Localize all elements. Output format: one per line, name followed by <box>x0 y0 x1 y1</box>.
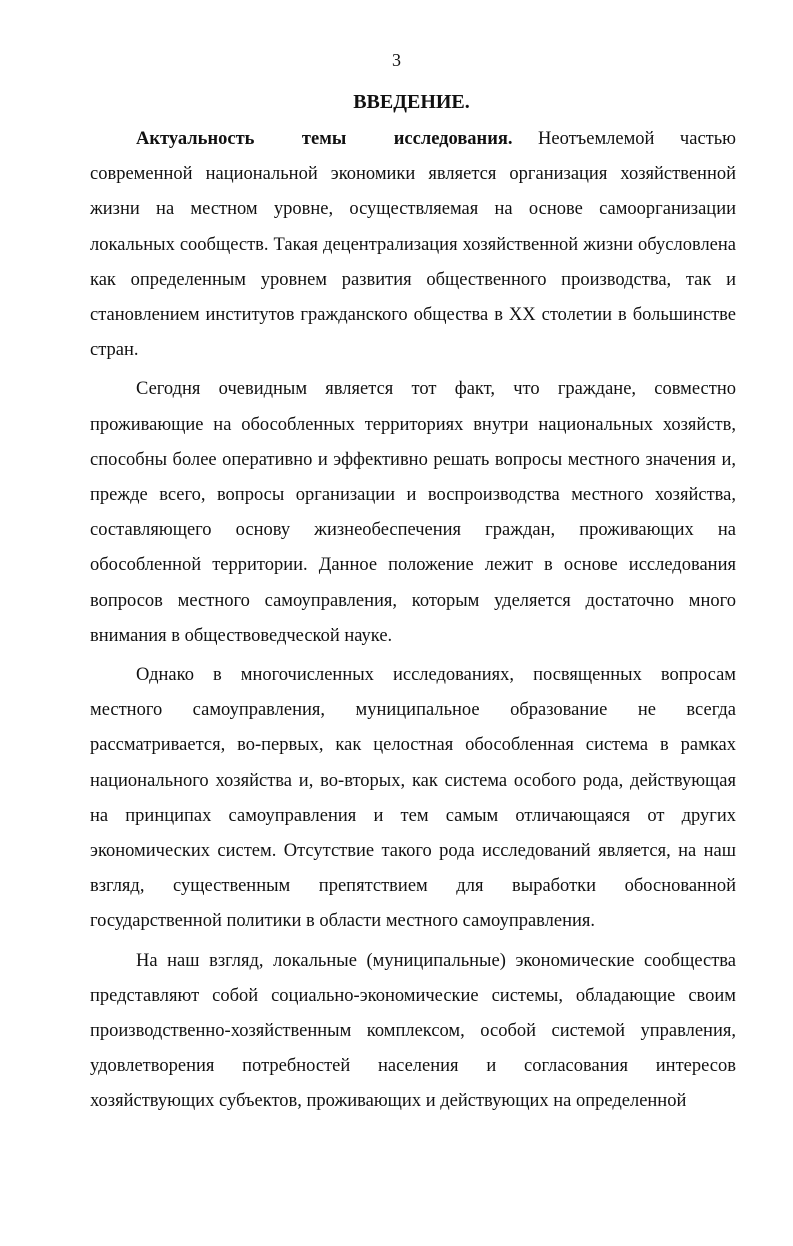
paragraph: Сегодня очевидным является тот факт, что граждане, совместно проживающие на обособленных территориях внутри национальных хозяйств, способны более оперативно и эффективно решать вопросы местного значения и, прежде всего, вопросы организации и воспроизводства местного хозяйства, составляющего основу жизнеобеспечения граждан, проживающих на обособленной территории. Данное положение лежит в основе исследования вопросов местного самоуправления, которым уделяется достаточно много внимания в обществоведческой науке. <box>90 379 736 646</box>
body-text <box>90 122 736 1120</box>
paragraph-text: Неотъемлемой частью современной национальной экономики является организация хозяйственной жизни на местном уровне, осуществляемая на основе самоорганизации локальных сообществ. Такая децентрализация хозяйственной жизни обусловлена как определенным уровнем развития общественного производства, так и становлением институтов гражданского общества в XX столетии в большинстве стран. <box>90 129 736 361</box>
section-heading: ВВЕДЕНИЕ. <box>353 91 470 113</box>
paragraph: На наш взгляд, локальные (муниципальные) экономические сообщества представляют собой социально-экономические системы, обладающие своим производственно-хозяйственным комплексом, особой системой управления, удовлетворения потребностей населения и согласования интересов хозяйствующих субъектов, проживающих и действующих на определенной <box>90 950 736 1112</box>
page-number: 3 <box>392 50 401 70</box>
paragraph: Однако в многочисленных исследованиях, посвященных вопросам местного самоуправления, муниципальное образование не всегда рассматривается, во-первых, как целостная обособленная система в рамках национального хозяйства и, во-вторых, как система особого рода, действующая на принципах самоуправления и тем самым отличающаяся от других экономических систем. Отсутствие такого рода исследований является, на наш взгляд, существенным препятствием для выработки обоснованной государственной политики в области местного самоуправления. <box>90 665 736 932</box>
paragraph-lead: Актуальность темы исследования. <box>136 129 513 149</box>
paragraph-relevance <box>90 122 736 368</box>
